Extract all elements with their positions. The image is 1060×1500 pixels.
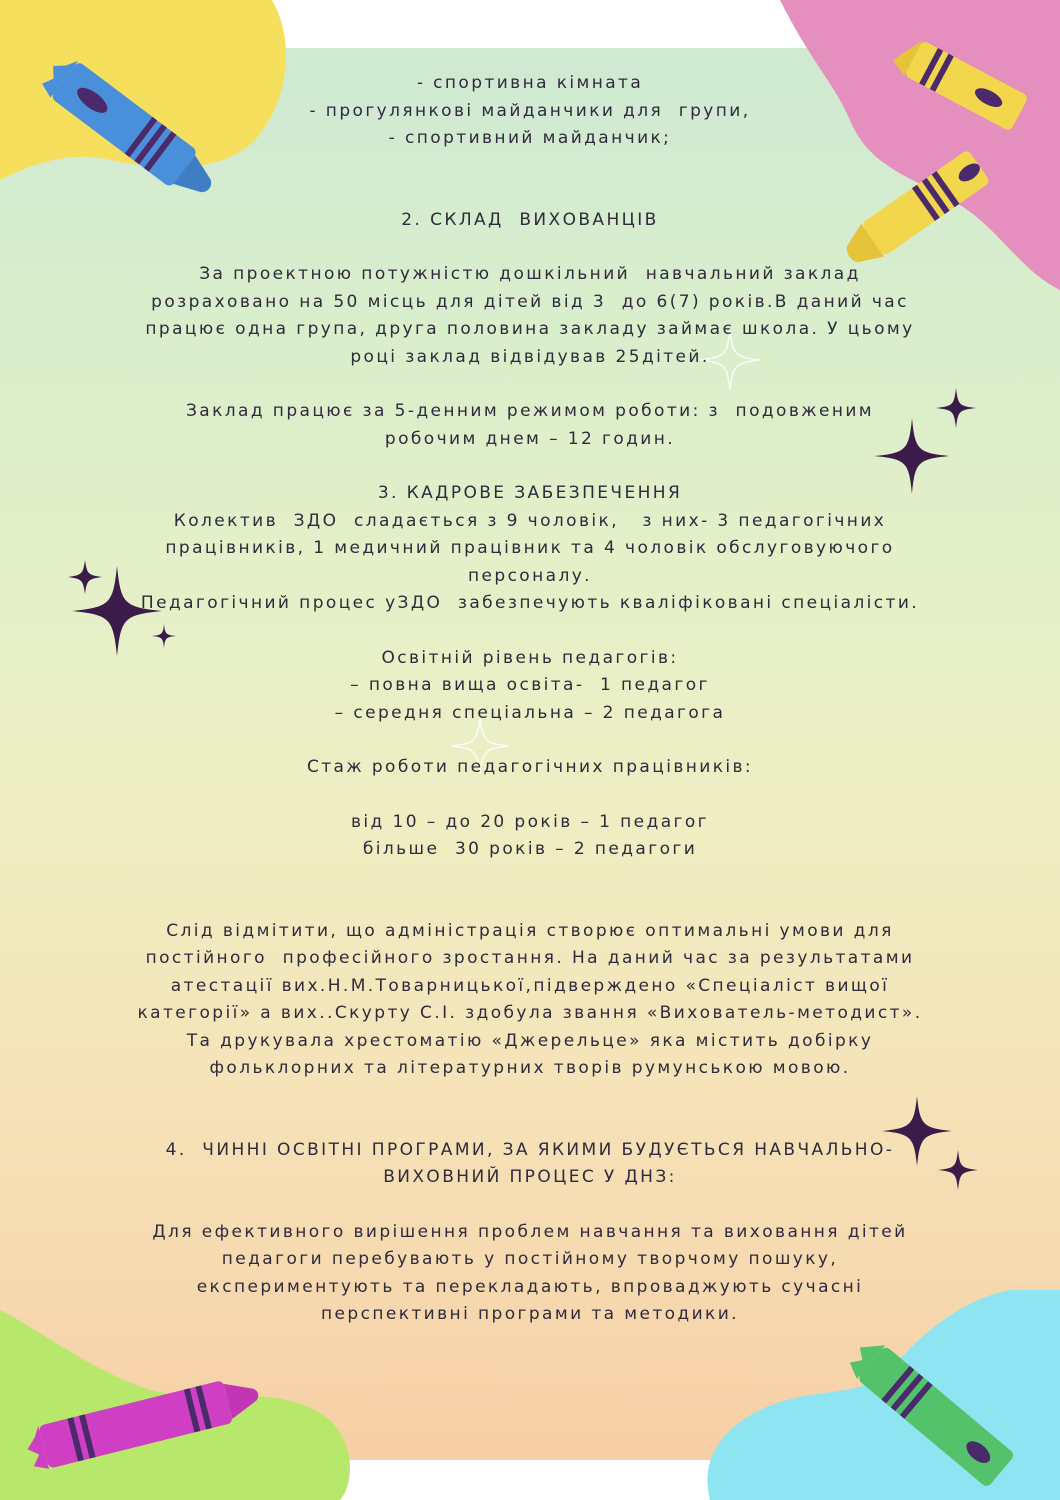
section-3-paragraph-line: персоналу. xyxy=(468,565,592,586)
section-3-closing-line: Та друкувала хрестоматію «Джерельце» яка містить добірку xyxy=(186,1030,874,1051)
section-3-closing-line: категорії» а вих..Скурту С.І. здобула звання «Вихователь-методист». xyxy=(137,1003,923,1023)
education-item: – повна вища освіта- 1 педагог xyxy=(350,675,710,695)
section-2-heading: 2. СКЛАД ВИХОВАНЦІВ xyxy=(401,209,659,230)
section-4-paragraph-line: перспективні програми та методики. xyxy=(321,1304,739,1324)
section-2-paragraph-line: За проектною потужністю дошкільний навчальний заклад xyxy=(199,264,861,284)
section-3-paragraph-line: Педагогічний процес уЗДО забезпечують кваліфіковані спеціалісти. xyxy=(140,593,920,613)
crayon-magenta-icon xyxy=(30,1360,260,1480)
intro-list-item: - спортивний майданчик; xyxy=(388,128,672,148)
education-item: – середня спеціальна – 2 педагога xyxy=(334,702,726,723)
section-3-heading: 3. КАДРОВЕ ЗАБЕЗПЕЧЕННЯ xyxy=(377,483,683,503)
section-3-paragraph-line: працівників, 1 медичний працівник та 4 чоловік обслуговуючого xyxy=(165,538,895,558)
section-2-paragraph-line: працює одна група, друга половина закладу займає школа. У цьому xyxy=(145,319,915,339)
section-2-schedule-line: робочим днем – 12 годин. xyxy=(384,428,676,449)
section-2-schedule-line: Заклад працює за 5-денним режимом роботи: з подовженим xyxy=(185,401,875,421)
experience-item: від 10 – до 20 років – 1 педагог xyxy=(351,811,709,832)
section-4-heading: ВИХОВНИЙ ПРОЦЕС У ДНЗ: xyxy=(383,1167,677,1187)
section-2-paragraph-line: році заклад відвідував 25дітей. xyxy=(350,346,710,367)
experience-heading: Стаж роботи педагогічних працівників: xyxy=(306,757,754,777)
section-3-closing-line: фольклорних та літературних творів румунською мовою. xyxy=(209,1058,851,1078)
intro-list-item: - спортивна кімната xyxy=(416,73,644,93)
education-heading: Освітній рівень педагогів: xyxy=(381,647,679,668)
intro-list-item: - прогулянкові майданчики для групи, xyxy=(309,100,751,121)
crayon-green-icon xyxy=(840,1340,1040,1500)
section-4-paragraph-line: експериментують та перекладають, впроваджують сучасні xyxy=(196,1276,864,1297)
section-3-closing-line: Слід відмітити, що адміністрація створює оптимальні умови для xyxy=(166,920,894,941)
experience-item: більше 30 років – 2 педагоги xyxy=(362,839,698,859)
section-4-paragraph-line: Для ефективного вирішення проблем навчання та виховання дітей xyxy=(152,1221,908,1242)
section-4-paragraph-line: педагоги перебувають у постійному творчому пошуку, xyxy=(221,1249,839,1269)
section-3-closing-line: постійного професійного зростання. На даний час за результатами xyxy=(145,948,915,968)
section-3-paragraph-line: Колектив ЗДО сладається з 9 чоловік, з них- 3 педагогічних xyxy=(173,510,887,531)
document-body xyxy=(110,70,950,1329)
section-2-paragraph-line: розраховано на 50 місць для дітей від 3 до 6(7) років.В даний час xyxy=(151,291,909,312)
section-4-heading: 4. ЧИННІ ОСВІТНІ ПРОГРАМИ, ЗА ЯКИМИ БУДУЄТЬСЯ НАВЧАЛЬНО- xyxy=(165,1139,895,1160)
section-3-closing-line: атестації вих.Н.М.Товарницької,підверждено «Спеціаліст вищої xyxy=(170,975,890,996)
